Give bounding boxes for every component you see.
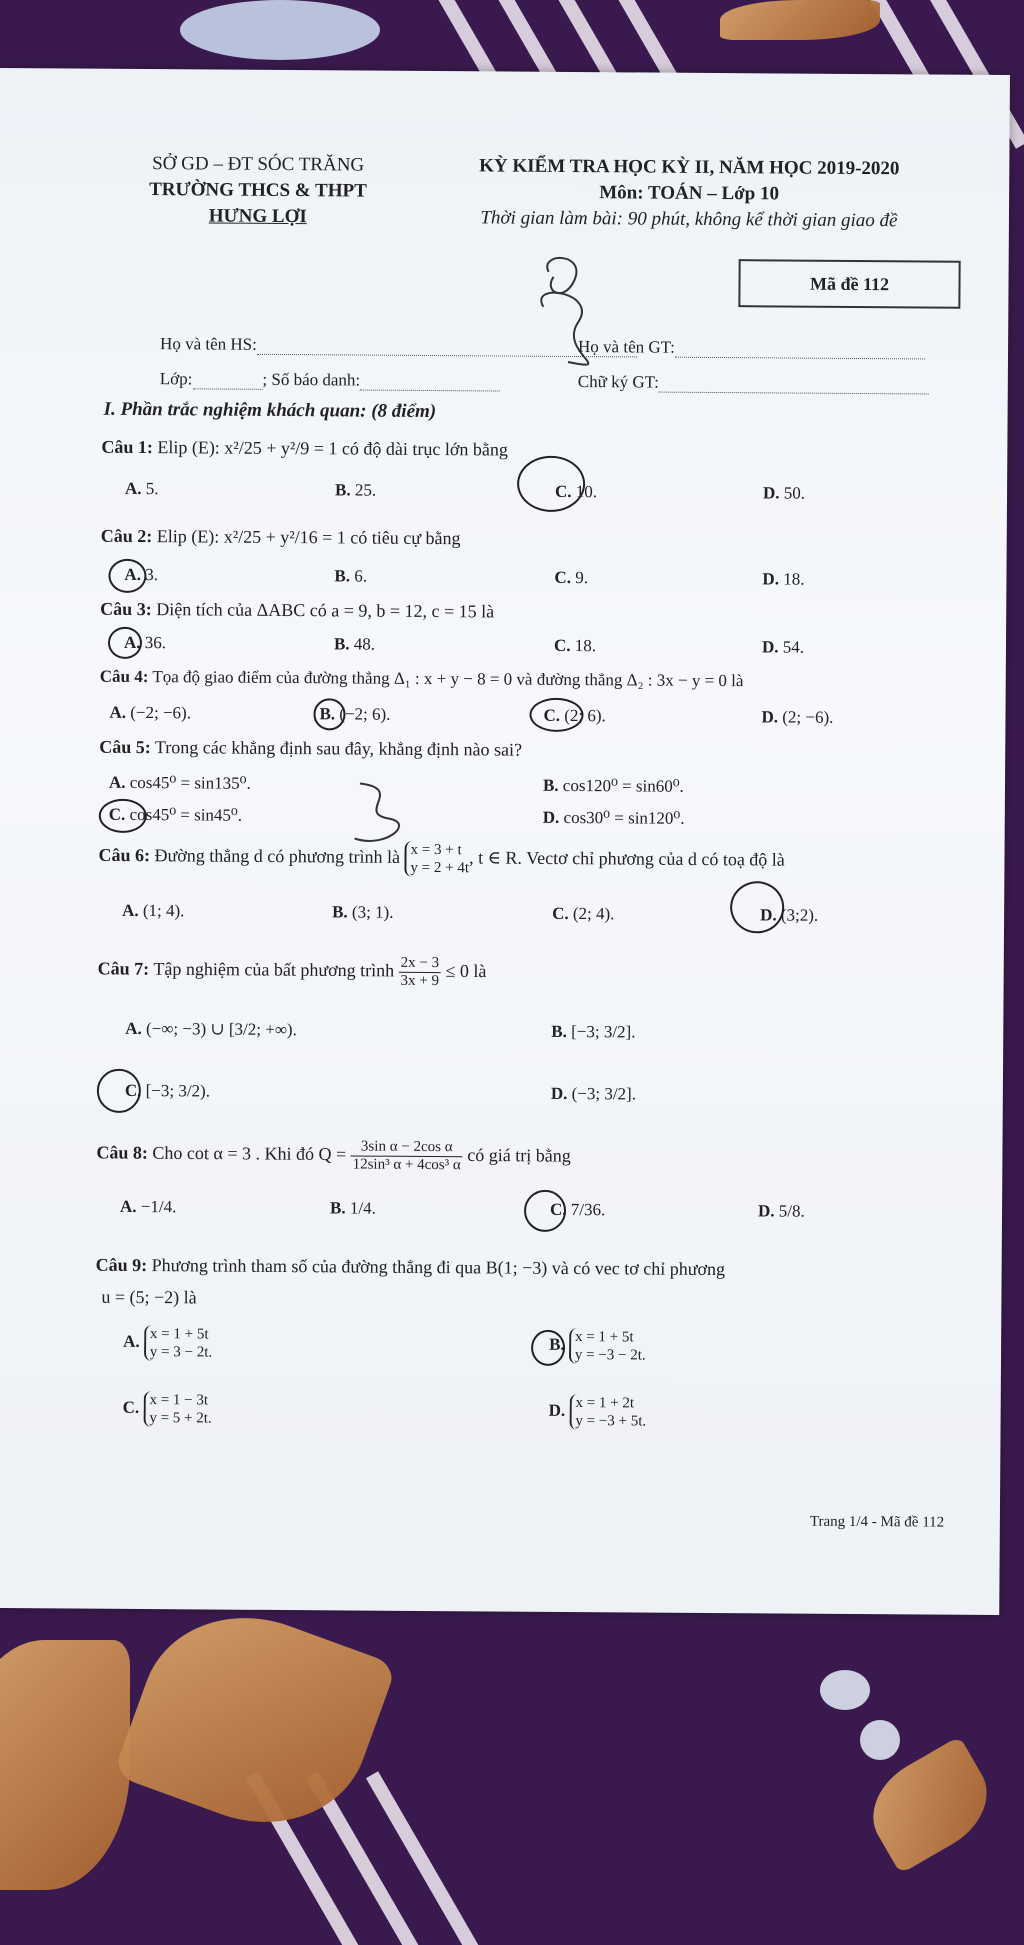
question-7: Câu 7: Tập nghiệm của bất phương trình $\frac{2x - 3}{3x + 9}$ ≤ 0 là [97,954,487,990]
header-left [149,151,367,231]
q3-option-d[interactable]: D. 54. [761,637,805,657]
q4-option-d[interactable]: D. (2; −6). [761,707,834,727]
q8-option-a[interactable]: A. −1/4. [119,1196,177,1217]
q4-option-a[interactable]: A. (−2; −6). [109,702,192,723]
question-6: Câu 6: Đường thẳng d có phương trình là x = 3 + t y = 2 + 4t , t ∈ R. Vectơ chỉ phương của d có toạ độ là [98,841,785,877]
q1-option-a[interactable]: A. 5. [125,478,159,499]
q8-option-d[interactable]: D. 5/8. [757,1201,805,1221]
q1-option-b[interactable]: B. 25. [334,480,377,500]
q8-option-b[interactable]: B. 1/4. [329,1198,376,1218]
q4-option-b[interactable]: B. (−2; 6). [319,704,391,724]
q3-option-c[interactable]: C. 18. [553,635,597,656]
q7-option-a[interactable]: A. (−∞; −3) ∪ [3/2; +∞). [125,1018,297,1040]
question-4: Câu 4: Tọa độ giao điểm của đường thẳng Δ₁ : x + y − 8 = 0 và đường thẳng Δ₂ : 3x − y = 0 là [99,666,744,691]
q6-answer-mark [730,881,784,933]
page-footer: Trang 1/4 - Mã đề 112 [809,1513,945,1531]
q6-option-d[interactable]: D. (3;2). [760,905,819,925]
q7-option-d[interactable]: D. (−3; 3/2]. [550,1083,637,1104]
q4-answer-mark [529,698,583,732]
q3-option-a[interactable]: A. 36. [123,632,167,653]
exam-subject: Môn: TOÁN – Lớp 10 [599,182,780,205]
q5-option-a[interactable]: A. cos45⁰ = sin135⁰. [108,772,251,793]
class-field[interactable]: Lớp: ; Số báo danh: [160,369,500,391]
school-type: TRƯỜNG THCS & THPT [149,179,367,202]
q9-option-c[interactable]: C. x = 1 − 3t y = 5 + 2t. [122,1392,212,1427]
student-name-field[interactable]: Họ và tên HS: [160,334,637,357]
question-3: Câu 3: Diện tích của ΔABC có a = 9, b = 12, c = 15 là [100,598,495,622]
q7-answer-mark [97,1069,141,1113]
exam-paper [0,68,1010,1615]
exam-title: KỲ KIỂM TRA HỌC KỲ II, NĂM HỌC 2019-2020 [479,155,900,180]
school-name: HƯNG LỢI [208,205,307,228]
q2-option-d[interactable]: D. 18. [762,569,805,589]
q7-option-c[interactable]: C. [−3; 3/2). [124,1080,211,1101]
signature-field[interactable]: Chữ ký GT: [578,372,929,394]
q2-option-c[interactable]: C. 9. [554,567,589,588]
question-9: Câu 9: Phương trình tham số của đường thẳng đi qua B(1; −3) và có vec tơ chỉ phương [95,1254,726,1280]
section-title: I. Phần trắc nghiệm khách quan: (8 điểm) [103,398,437,423]
question-9-vector: u = (5; −2) là [101,1286,197,1308]
q2-option-a[interactable]: A. 3. [124,564,159,585]
q6-option-a[interactable]: A. (1; 4). [122,900,185,921]
exam-time: Thời gian làm bài: 90 phút, không kể thời gian giao đề [480,207,898,232]
q3-answer-mark [108,627,142,659]
q4-b-mark [313,698,345,730]
q6-option-c[interactable]: C. (2; 4). [552,903,615,924]
dept-name: SỞ GD – ĐT SÓC TRĂNG [152,153,365,176]
q2-answer-mark [108,559,146,593]
q5-option-c[interactable]: C. cos45⁰ = sin45⁰. [108,804,243,825]
q8-fraction: $\frac{\text{3sin α − 2cos α}}{\text{12sin³ α + 4cos³ α}}$ [351,1138,463,1174]
scribble-icon [345,778,415,848]
question-2: Câu 2: Elip (E): x²/25 + y²/16 = 1 có tiêu cự bằng [100,525,461,549]
q1-option-d[interactable]: D. 50. [762,483,806,503]
question-5: Câu 5: Trong các khẳng định sau đây, khẳng định nào sai? [99,736,523,760]
q1-option-c[interactable]: C. 10. [554,481,598,502]
handwritten-number-icon [528,252,629,383]
q4-option-c[interactable]: C. (2; 6). [543,705,606,726]
q8-answer-mark [524,1190,566,1232]
exam-code-box: Mã đề 112 [738,259,960,309]
q5-option-b[interactable]: B. cos120⁰ = sin60⁰. [542,775,684,796]
proctor-name-field[interactable]: Họ và tên GT: [578,337,925,359]
q5-answer-mark [99,799,147,833]
question-8: Câu 8: Cho cot α = 3 . Khi đó Q = $\frac{\text{3sin α − 2cos α}}{\text{12sin³ α + 4cos³ α}}$ có giá trị bằng [96,1138,571,1174]
q7-option-b[interactable]: B. [−3; 3/2]. [551,1021,636,1042]
q7-fraction: $\frac{2x - 3}{3x + 9}$ [400,954,440,990]
q2-option-b[interactable]: B. 6. [334,566,368,586]
q6-system: x = 3 + t y = 2 + 4t [404,841,469,877]
q9-option-d[interactable]: D. x = 1 + 2t y = −3 + 5t. [548,1395,647,1430]
q8-option-c[interactable]: C. 7/36. [549,1199,606,1220]
q9-option-a[interactable]: A. x = 1 + 5t y = 3 − 2t. [123,1326,213,1361]
q1-answer-mark [517,456,585,512]
q5-option-d[interactable]: D. cos30⁰ = sin120⁰. [542,807,685,828]
q3-option-b[interactable]: B. 48. [333,634,376,654]
q6-option-b[interactable]: B. (3; 1). [332,902,394,922]
q9-answer-mark [531,1330,565,1366]
header-right [429,153,950,235]
q9-option-b[interactable]: B. x = 1 + 5t y = −3 − 2t. [549,1329,646,1364]
question-1: Câu 1: Elip (E): x²/25 + y²/9 = 1 có độ dài trục lớn bằng [101,436,508,460]
